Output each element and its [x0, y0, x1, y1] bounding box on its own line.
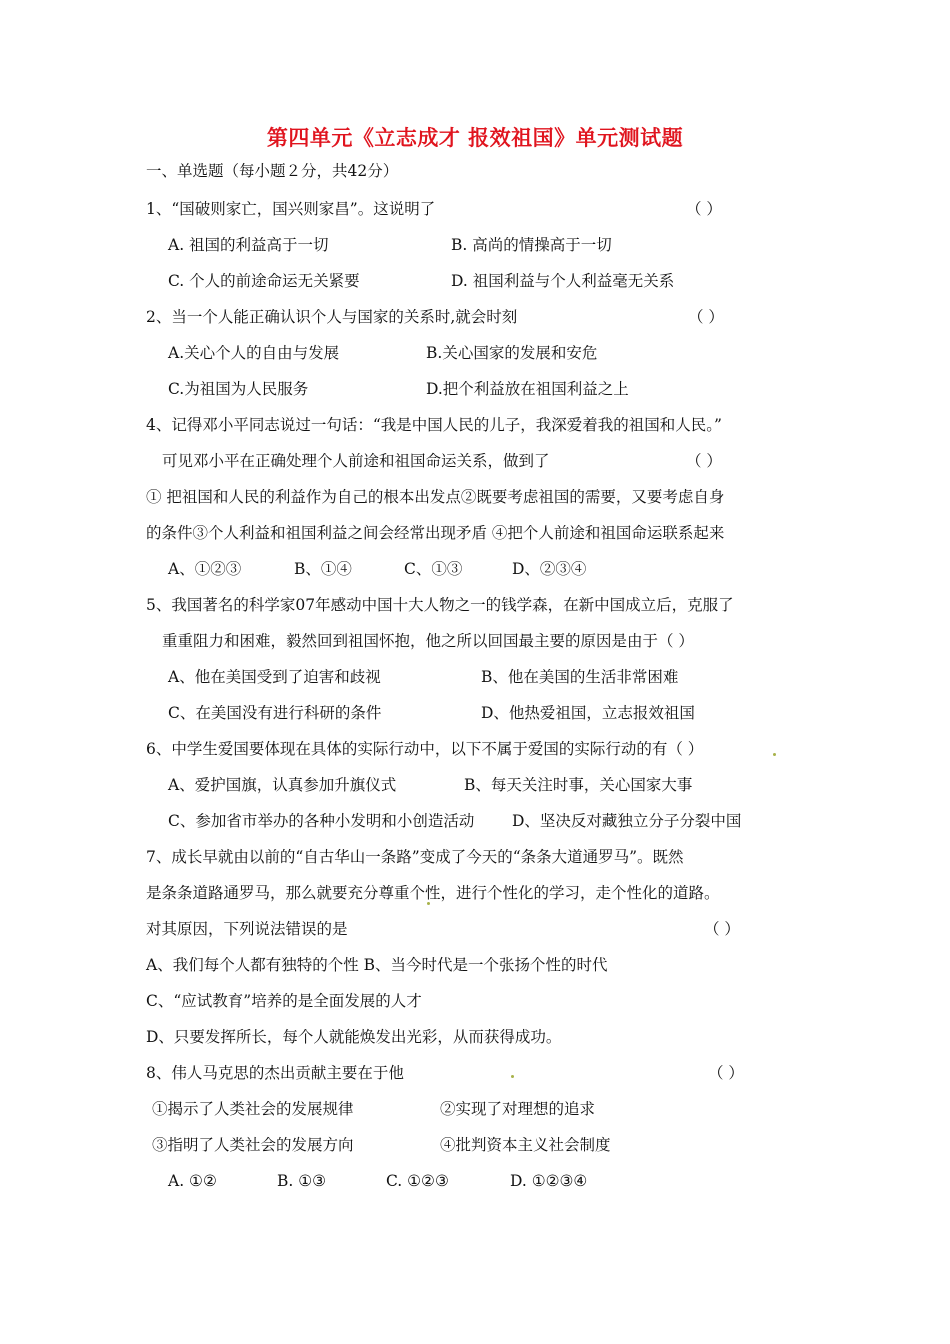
section-heading: 一、单选题（每小题２分，共42分） — [146, 162, 399, 180]
question-7-stem-line-3: 对其原因，下列说法错误的是 — [146, 920, 348, 938]
page-title: 第四单元《立志成才 报效祖国》单元测试题 — [266, 126, 684, 150]
question-7-option-c: C、“应试教育”培养的是全面发展的人才 — [146, 992, 422, 1010]
question-1-option-c: C. 个人的前途命运无关紧要 — [168, 272, 360, 290]
answer-bracket: （ ） — [708, 1064, 744, 1082]
ink-speck — [427, 902, 430, 905]
question-1-option-b: B. 高尚的情操高于一切 — [451, 236, 612, 254]
question-8-option-a: A. ①② — [168, 1172, 217, 1190]
question-7-stem-line-1: 7、成长早就由以前的“自古华山一条路”变成了今天的“条条大道通罗马”。既然 — [146, 848, 684, 866]
question-7-options-ab: A、我们每个人都有独特的个性 B、当今时代是一个张扬个性的时代 — [146, 956, 608, 974]
ink-speck — [773, 753, 776, 756]
question-7-option-d: D、只要发挥所长，每个人就能焕发出光彩，从而获得成功。 — [146, 1028, 562, 1046]
question-1-option-d: D. 祖国利益与个人利益毫无关系 — [451, 272, 675, 290]
question-2-stem: 2、当一个人能正确认识个人与国家的关系时,就会时刻 — [146, 308, 518, 326]
answer-bracket: （ ） — [704, 920, 740, 938]
question-8-item-1: ①揭示了人类社会的发展规律 — [152, 1100, 354, 1118]
question-8-item-3: ③指明了人类社会的发展方向 — [152, 1136, 354, 1154]
question-8-item-2: ②实现了对理想的追求 — [440, 1100, 596, 1118]
question-6-option-a: A、爱护国旗，认真参加升旗仪式 — [168, 776, 397, 794]
question-4-stem-line-1: 4、记得邓小平同志说过一句话：“我是中国人民的儿子，我深爱着我的祖国和人民。” — [146, 416, 722, 434]
question-7-stem-line-2: 是条条道路通罗马，那么就要充分尊重个性，进行个性化的学习，走个性化的道路。 — [146, 884, 720, 902]
question-4-stem-line-2: 可见邓小平在正确处理个人前途和祖国命运关系，做到了 — [162, 452, 550, 470]
question-6-option-c: C、参加省市举办的各种小发明和小创造活动 — [168, 812, 475, 830]
question-8-option-b: B. ①③ — [277, 1172, 327, 1190]
question-4-items-line-2: 的条件③个人利益和祖国利益之间会经常出现矛盾 ④把个人前途和祖国命运联系起来 — [146, 524, 725, 542]
answer-bracket: （ ） — [686, 200, 722, 218]
question-8-option-c: C. ①②③ — [386, 1172, 449, 1190]
question-2-option-b: B.关心国家的发展和安危 — [426, 344, 598, 362]
question-5-option-c: C、在美国没有进行科研的条件 — [168, 704, 382, 722]
question-4-option-c: C、①③ — [404, 560, 463, 578]
question-5-stem-line-1: 5、我国著名的科学家07年感动中国十大人物之一的钱学森，在新中国成立后，克服了 — [146, 596, 734, 614]
question-5-option-b: B、他在美国的生活非常困难 — [481, 668, 679, 686]
question-4-option-b: B、①④ — [294, 560, 352, 578]
question-2-option-a: A.关心个人的自由与发展 — [168, 344, 340, 362]
question-1-stem: 1、“国破则家亡，国兴则家昌”。这说明了 — [146, 200, 436, 218]
question-8-item-4: ④批判资本主义社会制度 — [440, 1136, 611, 1154]
question-5-option-d: D、他热爱祖国，立志报效祖国 — [481, 704, 695, 722]
question-8-stem: 8、伟人马克思的杰出贡献主要在于他 — [146, 1064, 404, 1082]
answer-bracket: （ ） — [686, 452, 722, 470]
question-2-option-d: D.把个利益放在祖国利益之上 — [426, 380, 629, 398]
question-6-option-d: D、坚决反对藏独立分子分裂中国 — [512, 812, 742, 830]
question-6-option-b: B、每天关注时事，关心国家大事 — [464, 776, 693, 794]
ink-speck — [511, 1075, 514, 1078]
question-6-stem: 6、中学生爱国要体现在具体的实际行动中，以下不属于爱国的实际行动的有（ ） — [146, 740, 704, 758]
question-1-option-a: A. 祖国的利益高于一切 — [168, 236, 329, 254]
answer-bracket: （ ） — [688, 308, 724, 326]
question-4-option-a: A、①②③ — [168, 560, 242, 578]
question-5-option-a: A、他在美国受到了迫害和歧视 — [168, 668, 381, 686]
question-5-stem-line-2: 重重阻力和困难，毅然回到祖国怀抱，他之所以回国最主要的原因是由于（ ） — [162, 632, 694, 650]
question-4-items-line-1: ① 把祖国和人民的利益作为自己的根本出发点②既要考虑祖国的需要，又要考虑自身 — [146, 488, 725, 506]
question-2-option-c: C.为祖国为人民服务 — [168, 380, 309, 398]
question-4-option-d: D、②③④ — [512, 560, 587, 578]
question-8-option-d: D. ①②③④ — [510, 1172, 588, 1190]
